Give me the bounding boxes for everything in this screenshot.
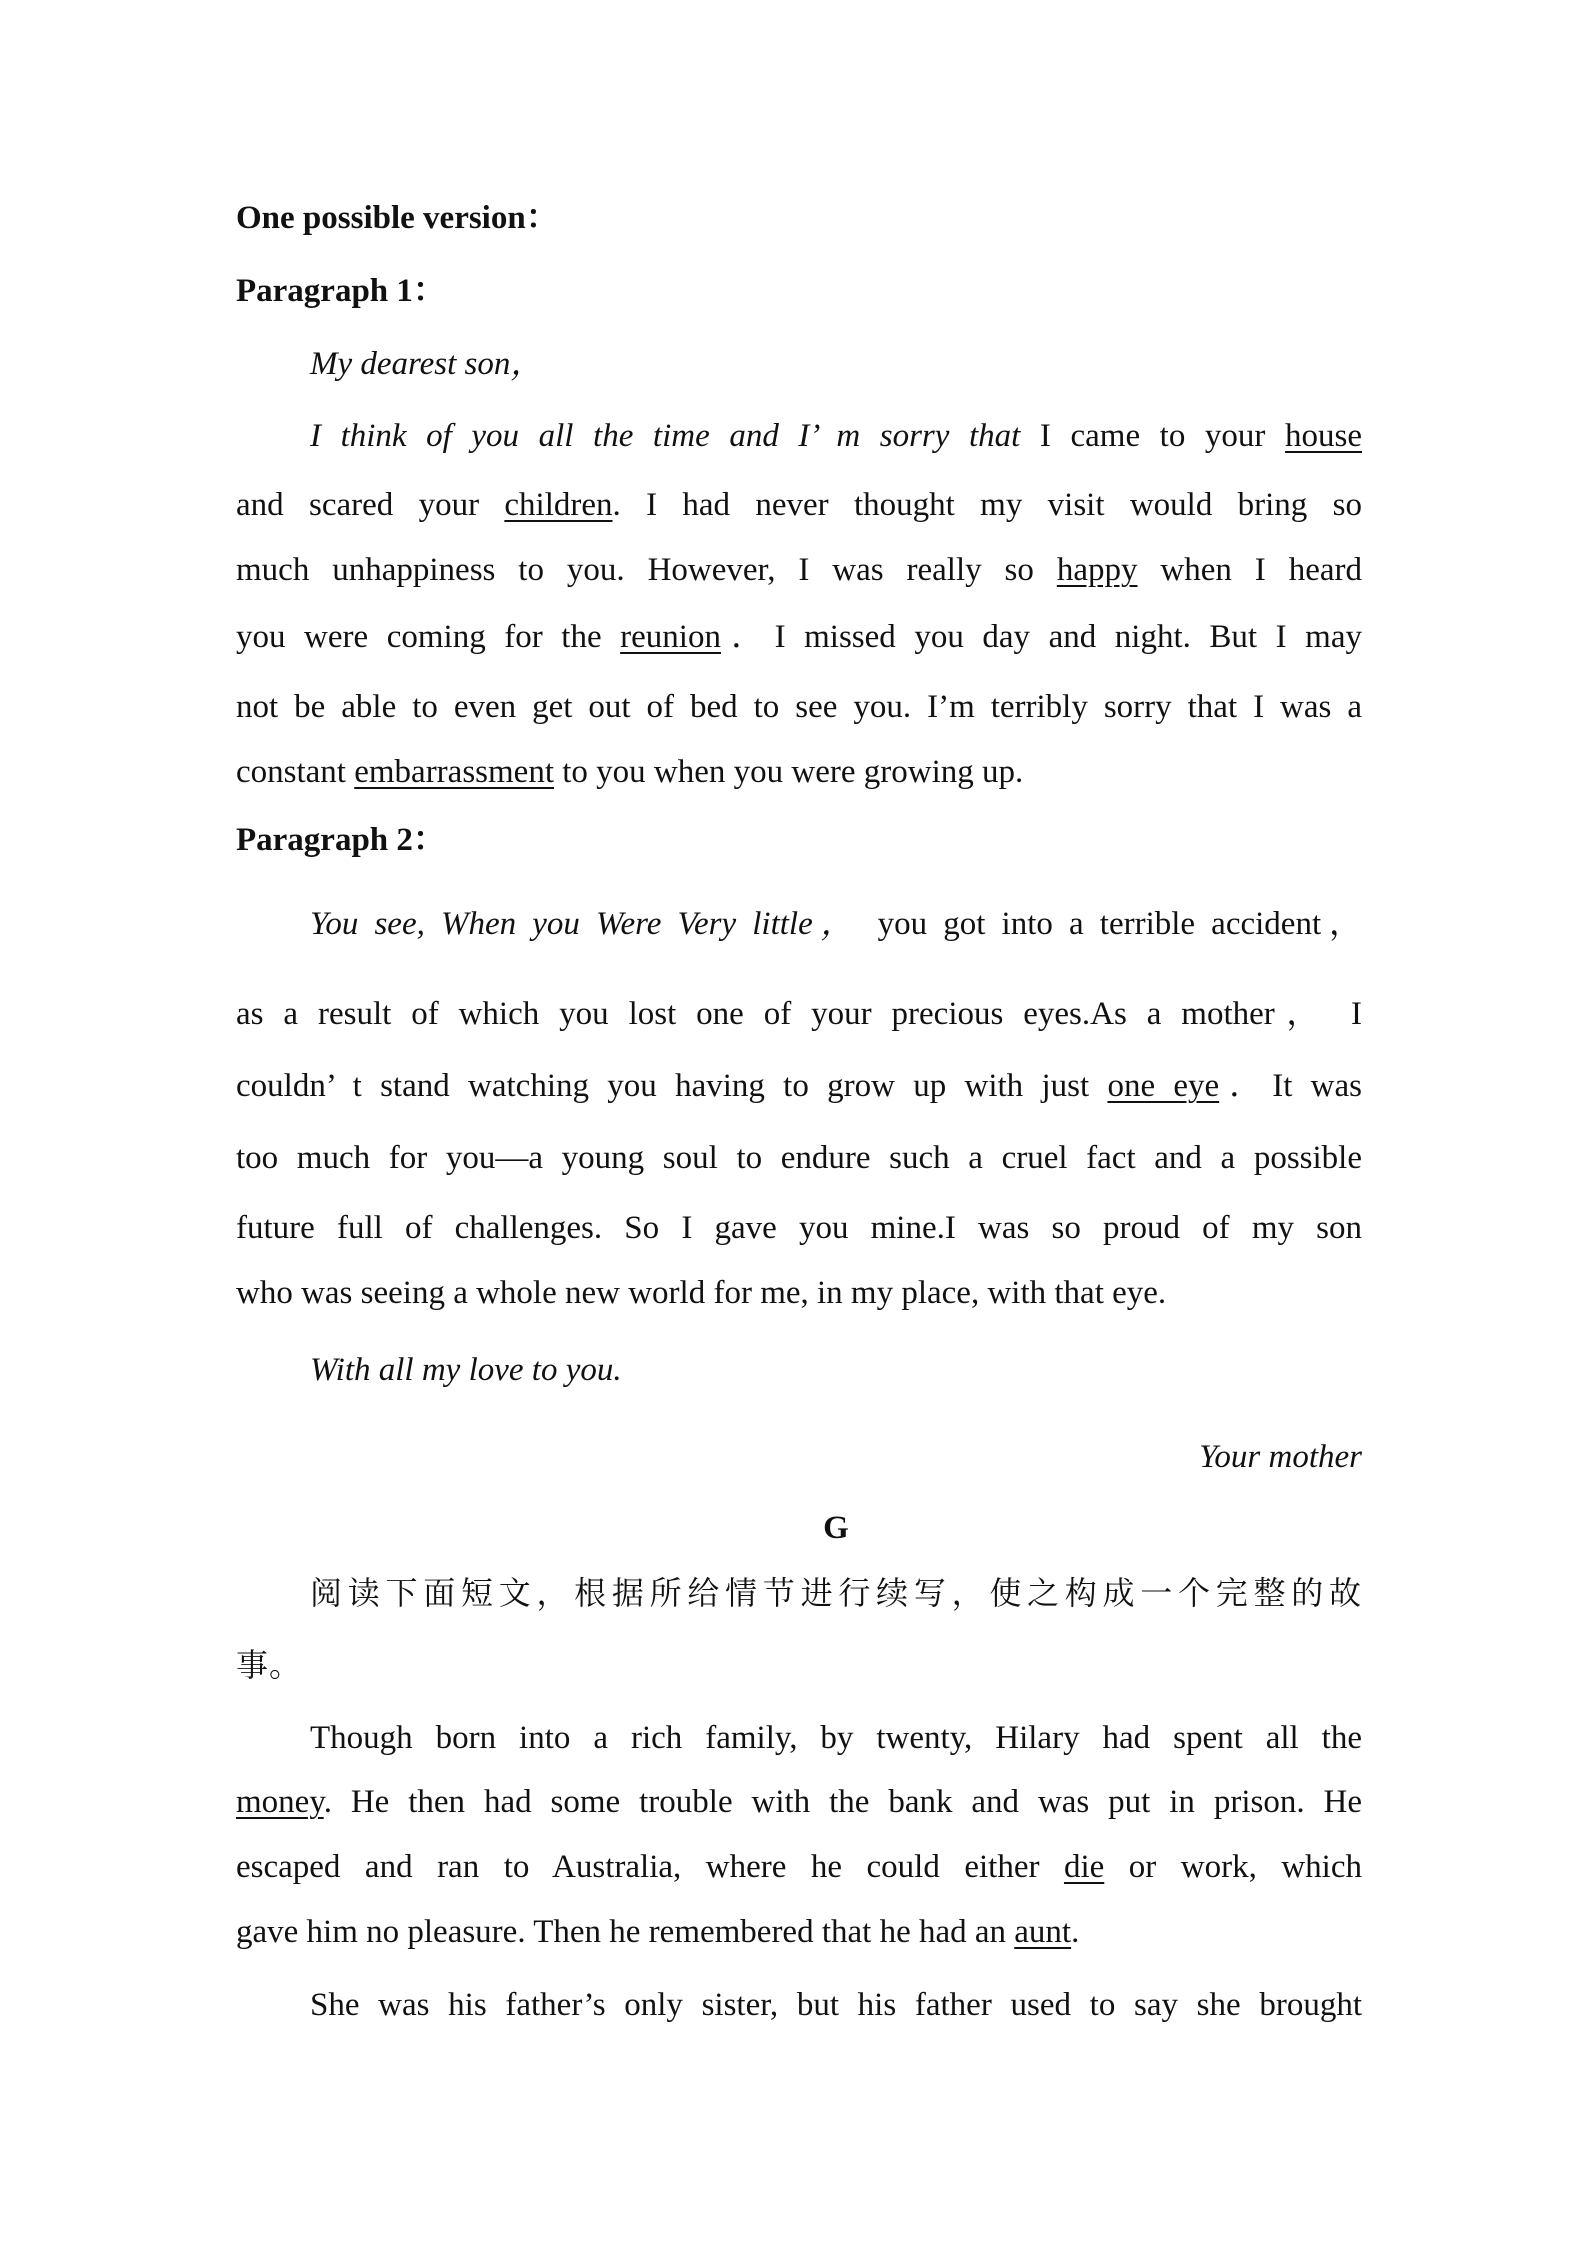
letter-closing: With all my love to you. bbox=[310, 1352, 622, 1388]
letter-salutation: My dearest son， bbox=[310, 346, 544, 382]
instruction-text-line: 事。 bbox=[236, 1646, 303, 1684]
text-span: you got into a terrible accident， bbox=[861, 906, 1362, 942]
text-span: you were coming for the bbox=[236, 619, 621, 655]
italic-text: You see, When you Were Very little， bbox=[310, 906, 862, 942]
text-span: and scared your bbox=[236, 487, 505, 523]
letter-text-line bbox=[236, 550, 1362, 590]
letter-text-line: future full of challenges. So I gave you mine.I was so proud of my son bbox=[236, 1210, 1362, 1246]
underlined-word: money bbox=[236, 1784, 324, 1820]
text-span: much unhappiness to you. However, I was really so bbox=[236, 552, 1057, 588]
underlined-word: children bbox=[504, 487, 613, 523]
text-span: . He then had some trouble with the bank and was put in prison. He bbox=[323, 1784, 1362, 1820]
underlined-word: happy bbox=[1056, 552, 1138, 588]
story-text-line bbox=[236, 1847, 1362, 1887]
underlined-word: house bbox=[1285, 418, 1362, 454]
underlined-word: embarrassment bbox=[354, 754, 554, 790]
italic-text: I think of you all the time and I’ m sorry that bbox=[310, 418, 1021, 454]
letter-text-line bbox=[236, 1066, 1362, 1106]
story-text-line bbox=[236, 1912, 1362, 1952]
underlined-word: die bbox=[1063, 1849, 1105, 1885]
text-span: or work, which bbox=[1104, 1849, 1362, 1885]
letter-text-line: as a result of which you lost one of your precious eyes.As a mother， I bbox=[236, 996, 1362, 1032]
underlined-word: one eye bbox=[1107, 1068, 1220, 1104]
text-span: gave him no pleasure. Then he remembered that he had an bbox=[236, 1914, 1015, 1950]
underlined-word: aunt bbox=[1014, 1914, 1072, 1950]
paragraph-1-heading: Paragraph 1： bbox=[236, 273, 446, 309]
story-text-line: She was his father’s only sister, but his father used to say she brought bbox=[310, 1987, 1362, 2023]
text-span: when I heard bbox=[1137, 552, 1362, 588]
story-text-line: Though born into a rich family, by twenty, Hilary had spent all the bbox=[310, 1720, 1362, 1756]
letter-signature: Your mother bbox=[1199, 1439, 1362, 1475]
text-span: to you when you were growing up. bbox=[554, 754, 1024, 790]
letter-text-line bbox=[236, 617, 1362, 657]
text-span: . bbox=[1071, 1914, 1080, 1950]
text-span: I came to your bbox=[1020, 418, 1285, 454]
story-text-line bbox=[236, 1782, 1362, 1822]
underlined-word: reunion bbox=[620, 619, 721, 655]
instruction-text-line: 阅读下面短文，根据所给情节进行续写，使之构成一个完整的故 bbox=[310, 1574, 1362, 1612]
letter-text-line bbox=[310, 904, 1362, 944]
letter-text-line bbox=[310, 416, 1362, 456]
text-span: constant bbox=[236, 754, 355, 790]
text-span: . I had never thought my visit would bring so bbox=[612, 487, 1362, 523]
letter-text-line bbox=[236, 752, 1362, 792]
version-heading: One possible version： bbox=[236, 200, 559, 236]
paragraph-2-heading: Paragraph 2： bbox=[236, 822, 446, 858]
letter-text-line bbox=[236, 485, 1362, 525]
letter-text-line: too much for you—a young soul to endure such a cruel fact and a possible bbox=[236, 1140, 1362, 1176]
section-letter-heading: G bbox=[823, 1510, 849, 1546]
text-span: couldn’ t stand watching you having to grow up with just bbox=[236, 1068, 1108, 1104]
letter-text-line: who was seeing a whole new world for me, in my place, with that eye. bbox=[236, 1275, 1167, 1311]
letter-text-line: not be able to even get out of bed to see you. I’m terribly sorry that I was a bbox=[236, 689, 1362, 725]
text-span: ．It was bbox=[1219, 1068, 1363, 1104]
text-span: ．I missed you day and night. But I may bbox=[720, 619, 1362, 655]
text-span: escaped and ran to Australia, where he could either bbox=[236, 1849, 1064, 1885]
